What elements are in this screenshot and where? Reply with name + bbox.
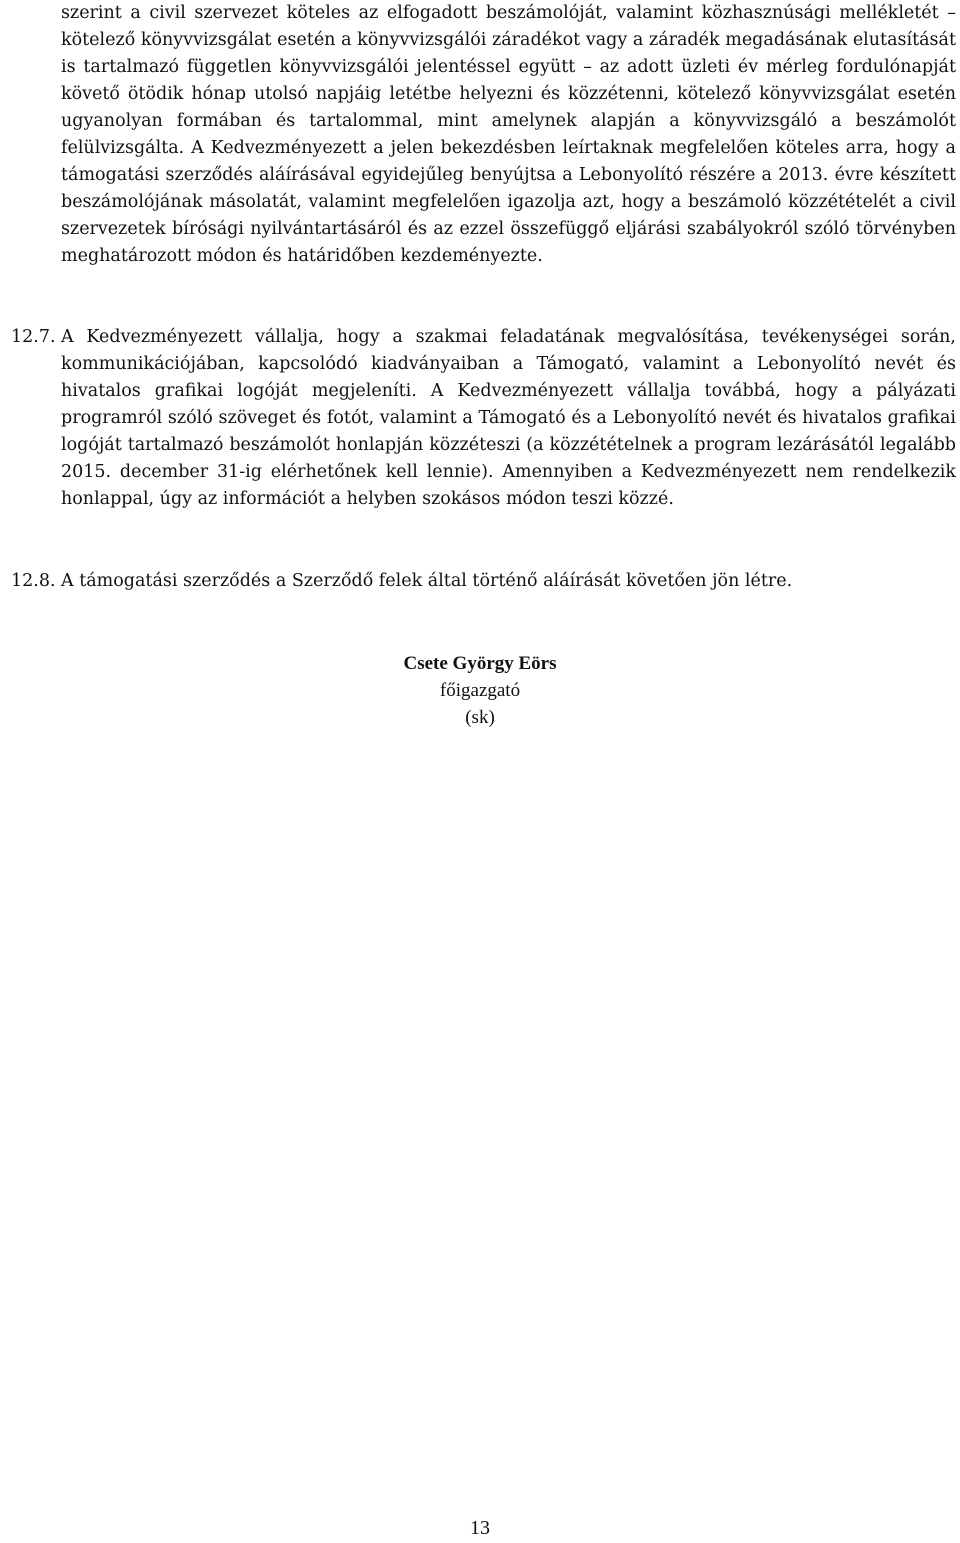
signature-mark: (sk) <box>465 707 495 728</box>
section-number: 12.7. <box>11 327 56 347</box>
section-text: A támogatási szerződés a Szerződő felek által történő aláírását követően jön létre. <box>61 571 793 591</box>
signatory-title: főigazgató <box>439 680 521 701</box>
page-number: 13 <box>470 1517 490 1539</box>
section-text: A Kedvezményezett vállalja, hogy a szakmai feladatának megvalósítása, tevékenységei során, kommunikációjában, kapcsolódó kiadványaiban a Támogató, valamint a Lebonyolító nevét és hivatalos grafikai logóját megjeleníti. A Kedvezményezett vállalja továbbá, hogy a pályázati programról szóló szöveget és fotót, valamint a Támogató és a Lebonyolító nevét és hivatalos grafikai logóját tartalmazó beszámolót honlapján közzéteszi (a közzétételnek a program lezárásától legalább 2015. december 31-ig elérhetőnek kell lennie). Amennyiben a Kedvezményezett nem rendelkezik honlappal, úgy az információt a helyben szokásos módon teszi közzé. <box>61 327 956 509</box>
signatory-name: Csete György Eörs <box>403 653 557 674</box>
signature-block <box>0 650 960 731</box>
continuation-paragraph: szerint a civil szervezet köteles az elfogadott beszámolóját, valamint közhasznúsági mellékletét – kötelező könyvvizsgálat esetén a könyvvizsgálói záradékot vagy a záradék megadásának elutasítását is tartalmazó független könyvvizsgálói jelentéssel együtt – az adott üzleti év mérleg fordulónapját követő ötödik hónap utolsó napjáig letétbe helyezni és közzétenni, kötelező könyvvizsgálat esetén ugyanolyan formában és tartalommal, mint amelynek alapján a könyvvizsgáló a beszámolót felülvizsgálta. A Kedvezményezett a jelen bekezdésben leírtaknak megfelelően köteles arra, hogy a támogatási szerződés aláírásával egyidejűleg benyújtsa a Lebonyolító részére a 2013. évre készített beszámolójának másolatát, valamint megfelelően igazolja azt, hogy a beszámoló közzétételét a civil szervezetek bírósági nyilvántartásáról és az ezzel összefüggő eljárási szabályokról szóló törvényben meghatározott módon és határidőben kezdeményezte. <box>61 3 956 266</box>
section-number: 12.8. <box>11 571 56 591</box>
